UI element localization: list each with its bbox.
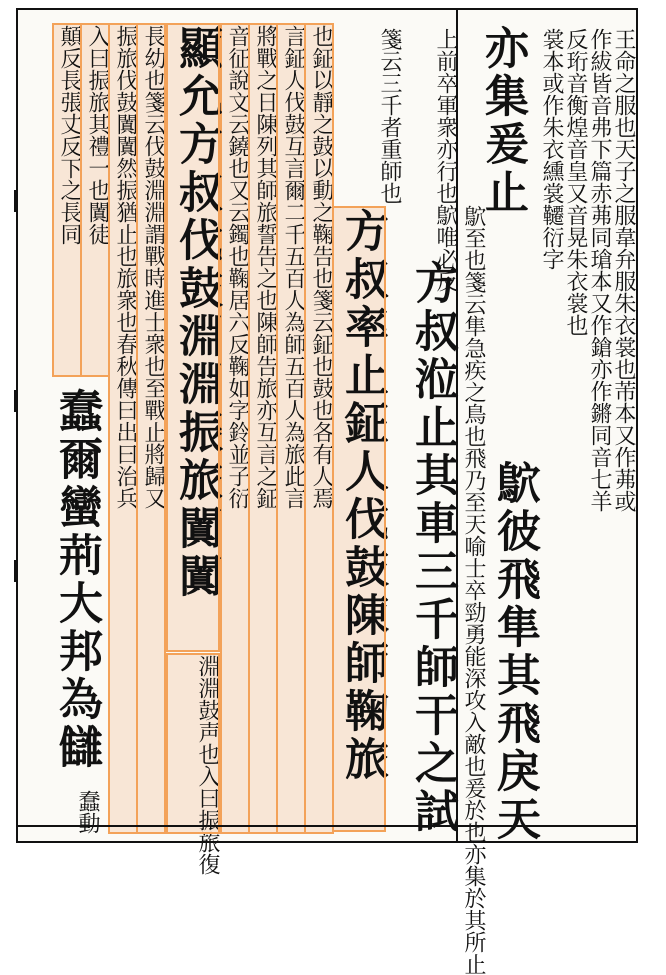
column-r13: 言鉦人伐鼓互言爾二千五百人為師五百人為旅此言 xyxy=(278,25,304,832)
column-r8: 上前卒軍衆亦行也鴥唯必反 xyxy=(433,28,458,292)
column-r20: 入曰振旅其禮一也闐徒 xyxy=(82,25,108,375)
column-r11: 方叔率止鉦人伐鼓陳師鞠旅 xyxy=(334,208,384,830)
column-r9: 方叔涖止其車三千師干之試 xyxy=(407,260,458,836)
column-r14: 將戰之日陳列其師旅誓告之也陳師告旅亦互言之鉦 xyxy=(250,25,276,832)
column-r6: 鴥彼飛隼其飛戾天 xyxy=(489,460,540,844)
column-r1: 王命之服也天子之服韋弁服朱衣裳也芾本又作茀或 xyxy=(611,28,636,512)
binding-mark xyxy=(14,190,18,212)
bottom-rule xyxy=(18,825,636,827)
column-r12: 也鉦以靜之鼓以動之鞠告也箋云鉦也鼓也各有人焉 xyxy=(306,25,332,832)
binding-mark xyxy=(14,560,18,582)
column-r18: 長幼也箋云伐鼓淵淵謂戰時進士衆也至戰止將歸又 xyxy=(138,25,164,832)
column-r23: 蠢動 xyxy=(75,790,100,834)
column-r22: 蠢爾蠻荊大邦為讎 xyxy=(51,388,102,772)
column-r16: 顯允方叔伐鼓淵淵振旅闐闐 xyxy=(168,25,218,650)
column-r5: 亦集爰止 xyxy=(477,25,528,217)
column-r19: 振旅伐鼓闐闐然振猶止也旅衆也春秋傳曰出曰治兵 xyxy=(110,25,136,832)
column-r3: 反珩音衡煌音皇又音晃朱衣裳也 xyxy=(563,28,588,336)
text-page xyxy=(16,8,638,975)
binding-mark xyxy=(14,390,18,412)
column-r4: 裳本或作朱衣纁裳韆衍字 xyxy=(539,28,564,270)
column-r10: 箋云三千者重師也 xyxy=(377,28,402,204)
column-r17: 淵淵鼓声也入曰振旅復 xyxy=(168,655,218,832)
column-r21: 顛反長張丈反下之長同 xyxy=(54,25,80,375)
column-r15: 音征說文云鐃也又云鐲也鞠居六反鞠如字鈴並子衍 xyxy=(222,25,248,832)
column-r2: 作紱皆音弗下篇赤茀同瑲本又作鎗亦作鏘同音七羊 xyxy=(587,28,612,512)
column-r7: 鴥至也箋云隼急疾之鳥也飛乃至天喻士卒勁勇能深攻入敵也爰於也亦集於其所止 xyxy=(461,205,486,975)
